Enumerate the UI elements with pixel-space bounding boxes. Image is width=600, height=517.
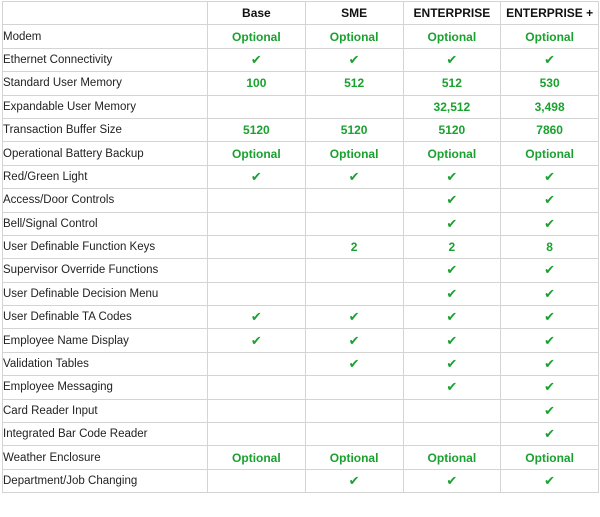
cell-base: [208, 352, 306, 375]
feature-label: Access/Door Controls: [3, 189, 208, 212]
feature-label: Transaction Buffer Size: [3, 118, 208, 141]
check-icon: ✔: [403, 469, 501, 492]
feature-label: Supervisor Override Functions: [3, 259, 208, 282]
header-sme: SME: [305, 2, 403, 25]
cell-sme: 2: [305, 235, 403, 258]
cell-base: [208, 423, 306, 446]
table-row: [3, 235, 599, 258]
check-icon: ✔: [208, 329, 306, 352]
check-icon: ✔: [305, 352, 403, 375]
feature-label: Modem: [3, 25, 208, 48]
feature-label: Red/Green Light: [3, 165, 208, 188]
cell-enterprise: 5120: [403, 118, 501, 141]
check-icon: ✔: [403, 306, 501, 329]
cell-base: [208, 399, 306, 422]
feature-label: User Definable Decision Menu: [3, 282, 208, 305]
cell-enterprise: [403, 423, 501, 446]
check-icon: ✔: [501, 376, 599, 399]
header-base: Base: [208, 2, 306, 25]
check-icon: ✔: [403, 212, 501, 235]
cell-enterprise: 512: [403, 72, 501, 95]
feature-label: Weather Enclosure: [3, 446, 208, 469]
check-icon: ✔: [501, 329, 599, 352]
cell-base: [208, 259, 306, 282]
cell-enterprise: Optional: [403, 25, 501, 48]
header-enterprise: ENTERPRISE: [403, 2, 501, 25]
cell-enterprise-plus: Optional: [501, 142, 599, 165]
feature-label: Integrated Bar Code Reader: [3, 423, 208, 446]
cell-enterprise-plus: 530: [501, 72, 599, 95]
table-row: [3, 212, 599, 235]
check-icon: ✔: [208, 48, 306, 71]
table-row: [3, 25, 599, 48]
check-icon: ✔: [208, 306, 306, 329]
table-row: [3, 95, 599, 118]
table-row: [3, 469, 599, 492]
feature-label: Standard User Memory: [3, 72, 208, 95]
cell-base: [208, 235, 306, 258]
feature-comparison-table: [2, 1, 599, 493]
feature-label: Operational Battery Backup: [3, 142, 208, 165]
table-row: [3, 399, 599, 422]
feature-label: Validation Tables: [3, 352, 208, 375]
table-row: [3, 352, 599, 375]
table-row: [3, 282, 599, 305]
table-row: [3, 165, 599, 188]
cell-sme: [305, 282, 403, 305]
check-icon: ✔: [403, 259, 501, 282]
cell-base: 5120: [208, 118, 306, 141]
cell-base: [208, 282, 306, 305]
cell-sme: 512: [305, 72, 403, 95]
check-icon: ✔: [305, 329, 403, 352]
check-icon: ✔: [501, 282, 599, 305]
cell-base: Optional: [208, 446, 306, 469]
cell-sme: Optional: [305, 142, 403, 165]
check-icon: ✔: [403, 165, 501, 188]
cell-sme: Optional: [305, 25, 403, 48]
cell-enterprise-plus: 8: [501, 235, 599, 258]
table-row: [3, 48, 599, 71]
cell-enterprise-plus: Optional: [501, 446, 599, 469]
cell-enterprise-plus: Optional: [501, 25, 599, 48]
table-row: [3, 118, 599, 141]
check-icon: ✔: [403, 352, 501, 375]
cell-sme: Optional: [305, 446, 403, 469]
feature-label: Employee Name Display: [3, 329, 208, 352]
check-icon: ✔: [403, 376, 501, 399]
feature-label: Card Reader Input: [3, 399, 208, 422]
table-row: [3, 306, 599, 329]
cell-base: [208, 189, 306, 212]
cell-base: Optional: [208, 142, 306, 165]
check-icon: ✔: [501, 212, 599, 235]
cell-sme: [305, 399, 403, 422]
check-icon: ✔: [501, 189, 599, 212]
check-icon: ✔: [501, 423, 599, 446]
table-row: [3, 329, 599, 352]
header-row: [3, 2, 599, 25]
check-icon: ✔: [501, 469, 599, 492]
cell-base: [208, 469, 306, 492]
cell-sme: [305, 376, 403, 399]
check-icon: ✔: [403, 282, 501, 305]
check-icon: ✔: [501, 399, 599, 422]
check-icon: ✔: [501, 48, 599, 71]
cell-enterprise-plus: 3,498: [501, 95, 599, 118]
cell-enterprise: Optional: [403, 142, 501, 165]
feature-label: Ethernet Connectivity: [3, 48, 208, 71]
cell-enterprise: 32,512: [403, 95, 501, 118]
cell-enterprise: 2: [403, 235, 501, 258]
cell-sme: 5120: [305, 118, 403, 141]
cell-base: [208, 376, 306, 399]
check-icon: ✔: [305, 306, 403, 329]
cell-base: Optional: [208, 25, 306, 48]
feature-label: User Definable TA Codes: [3, 306, 208, 329]
table-row: [3, 142, 599, 165]
table-row: [3, 446, 599, 469]
check-icon: ✔: [208, 165, 306, 188]
check-icon: ✔: [501, 306, 599, 329]
feature-label: Bell/Signal Control: [3, 212, 208, 235]
check-icon: ✔: [305, 469, 403, 492]
check-icon: ✔: [403, 48, 501, 71]
feature-label: Department/Job Changing: [3, 469, 208, 492]
cell-base: [208, 95, 306, 118]
cell-enterprise: [403, 399, 501, 422]
check-icon: ✔: [403, 189, 501, 212]
cell-sme: [305, 95, 403, 118]
cell-base: [208, 212, 306, 235]
feature-label: Employee Messaging: [3, 376, 208, 399]
table-row: [3, 376, 599, 399]
check-icon: ✔: [501, 259, 599, 282]
feature-label: Expandable User Memory: [3, 95, 208, 118]
table-body: [3, 25, 599, 493]
table-row: [3, 259, 599, 282]
table-row: [3, 72, 599, 95]
cell-base: 100: [208, 72, 306, 95]
check-icon: ✔: [501, 165, 599, 188]
cell-sme: [305, 189, 403, 212]
check-icon: ✔: [305, 165, 403, 188]
header-enterprise-plus: ENTERPRISE +: [501, 2, 599, 25]
table-row: [3, 423, 599, 446]
table-row: [3, 189, 599, 212]
cell-enterprise: Optional: [403, 446, 501, 469]
header-feature: [3, 2, 208, 25]
cell-sme: [305, 212, 403, 235]
check-icon: ✔: [501, 352, 599, 375]
feature-label: User Definable Function Keys: [3, 235, 208, 258]
check-icon: ✔: [403, 329, 501, 352]
cell-sme: [305, 423, 403, 446]
cell-enterprise-plus: 7860: [501, 118, 599, 141]
cell-sme: [305, 259, 403, 282]
check-icon: ✔: [305, 48, 403, 71]
